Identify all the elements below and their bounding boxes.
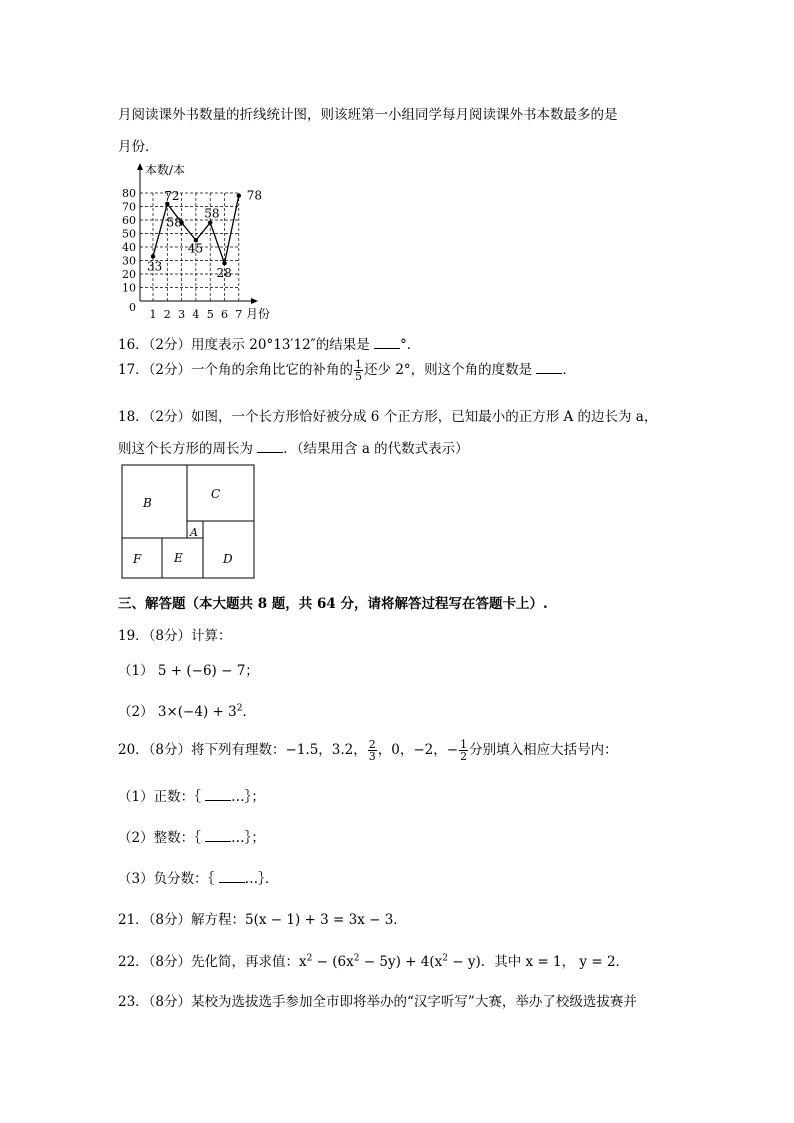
question-19-part-2 bbox=[118, 700, 256, 720]
answer-blank[interactable] bbox=[219, 870, 245, 883]
q20-p1-text: （1）正数：｛ bbox=[118, 789, 206, 805]
x-axis-arrow bbox=[251, 298, 258, 304]
fraction-numerator: 1 bbox=[355, 358, 363, 371]
q17-text: 17．（2分）一个角的余角比它的补角的 bbox=[118, 362, 354, 378]
fraction-denominator: 3 bbox=[368, 750, 376, 763]
data-label: 28 bbox=[216, 266, 232, 281]
fraction-denominator: 2 bbox=[460, 750, 468, 763]
fraction-one-fifth bbox=[354, 359, 363, 382]
answer-blank[interactable] bbox=[257, 440, 283, 453]
question-23: 23．（8分）某校为选拔选手参加全市即将举办的“汉字听写”大赛，举办了校级选拔赛并 bbox=[118, 994, 637, 1010]
question-20 bbox=[118, 738, 618, 762]
data-label: 58 bbox=[166, 215, 182, 230]
q20-suffix: 分别填入相应大括号内： bbox=[469, 742, 618, 758]
y-tick-label: 30 bbox=[122, 254, 136, 268]
y-tick-label: 50 bbox=[122, 227, 136, 241]
answer-blank[interactable] bbox=[374, 336, 400, 349]
square-label-f: F bbox=[133, 552, 142, 566]
question-17 bbox=[118, 358, 576, 382]
x-axis-label: 月份 bbox=[246, 307, 271, 321]
q17-suffix: ． bbox=[562, 362, 576, 378]
data-point bbox=[208, 221, 212, 225]
exponent: 2 bbox=[236, 703, 243, 714]
data-label: 58 bbox=[204, 206, 220, 221]
y-tick-label: 20 bbox=[122, 268, 136, 281]
question-18-line-1: 18．（2分）如图，一个长方形恰好被分成 6 个正方形，已知最小的正方形 A 的边长为 a， bbox=[118, 409, 658, 425]
square-label-c: C bbox=[211, 487, 221, 501]
y-axis-arrow bbox=[137, 163, 143, 170]
q16-text: 16．（2分）用度表示 20°13′12″的结果是 bbox=[118, 337, 374, 353]
intro-line-1: 月阅读课外书数量的折线统计图，则该班第一小组同学每月阅读课外书本数最多的是 bbox=[118, 107, 618, 123]
data-label: 45 bbox=[187, 241, 204, 256]
line-chart bbox=[115, 158, 285, 328]
y-tick-label: 10 bbox=[122, 281, 136, 295]
q20-p3-suffix: …｝． bbox=[244, 871, 279, 887]
question-22 bbox=[118, 950, 629, 970]
square-label-a: A bbox=[190, 526, 198, 539]
y-tick-label: 40 bbox=[122, 241, 136, 254]
square-label-d: D bbox=[223, 552, 233, 566]
x-tick-label: 5 bbox=[206, 308, 214, 321]
data-point bbox=[151, 254, 155, 258]
q22-suffix: − y)．其中 x = 1， y = 2． bbox=[447, 954, 630, 970]
y-tick-label: 80 bbox=[122, 187, 136, 200]
q20-mid: ，0，−2，− bbox=[377, 742, 459, 758]
q22-mid2: − 5y) + 4(x bbox=[359, 954, 443, 970]
square-label-b: B bbox=[143, 496, 152, 510]
y-tick-label: 70 bbox=[122, 200, 136, 214]
question-19-title: 19．（8分）计算： bbox=[118, 628, 232, 644]
exponent: 2 bbox=[353, 953, 360, 964]
q16-suffix: °． bbox=[400, 337, 421, 353]
exponent: 2 bbox=[306, 953, 313, 964]
rectangle-figure bbox=[119, 462, 259, 582]
q18-suffix: ．（结果用含 a 的代数式表示） bbox=[283, 441, 469, 457]
question-16 bbox=[118, 333, 420, 353]
q20-p3-text: （3）负分数：｛ bbox=[118, 871, 219, 887]
fraction-one-half bbox=[459, 739, 468, 762]
q20-p2-suffix: …｝； bbox=[231, 830, 265, 846]
q20-p2-text: （2）整数：｛ bbox=[118, 830, 206, 846]
q20-text: 20．（8分）将下列有理数：−1.5，3.2， bbox=[118, 742, 367, 758]
data-label: 78 bbox=[246, 188, 263, 203]
data-point bbox=[237, 194, 241, 198]
x-tick-label: 2 bbox=[163, 308, 171, 321]
answer-blank[interactable] bbox=[205, 829, 231, 842]
x-tick-label: 4 bbox=[192, 308, 200, 321]
fraction-denominator: 5 bbox=[355, 370, 363, 383]
q20-p1-suffix: …｝； bbox=[231, 789, 265, 805]
fraction-two-thirds bbox=[368, 739, 377, 762]
exponent: 2 bbox=[442, 953, 448, 964]
y-tick-label: 0 bbox=[129, 301, 136, 314]
q19-p2-text: （2） 3×(−4) + 3 bbox=[118, 704, 237, 720]
question-20-part-3 bbox=[118, 867, 278, 887]
x-tick-label: 3 bbox=[178, 308, 186, 321]
question-19-part-1: （1） 5 + (−6) − 7； bbox=[118, 663, 259, 679]
y-tick-label: 60 bbox=[122, 214, 136, 227]
data-label: 33 bbox=[147, 259, 163, 274]
fraction-numerator: 1 bbox=[460, 738, 468, 751]
question-20-part-1 bbox=[118, 785, 265, 805]
section-3-heading: 三、解答题（本大题共 8 题，共 64 分，请将解答过程写在答题卡上）. bbox=[118, 596, 548, 612]
fraction-numerator: 2 bbox=[368, 738, 376, 751]
answer-blank[interactable] bbox=[536, 361, 562, 374]
x-tick-label: 1 bbox=[149, 308, 157, 321]
answer-blank[interactable] bbox=[205, 788, 231, 801]
square-label-e: E bbox=[174, 551, 183, 565]
x-tick-label: 6 bbox=[221, 308, 228, 321]
question-20-part-2 bbox=[118, 826, 265, 846]
question-18-line-2 bbox=[118, 437, 469, 457]
intro-line-2: 月份． bbox=[118, 139, 159, 155]
q22-text: 22．（8分）先化简，再求值：x bbox=[118, 954, 307, 970]
x-tick-label: 7 bbox=[235, 308, 243, 321]
y-axis-label: 本数/本 bbox=[145, 163, 186, 177]
q19-p2-suffix: ． bbox=[242, 704, 256, 720]
q17-mid: 还少 2°，则这个角的度数是 bbox=[364, 362, 537, 378]
data-point bbox=[222, 261, 226, 265]
q18-text: 则这个长方形的周长为 bbox=[118, 441, 258, 457]
data-label: 72 bbox=[164, 188, 180, 203]
question-21: 21．（8分）解方程：5(x − 1) + 3 = 3x − 3． bbox=[118, 912, 407, 928]
q22-mid1: − (6x bbox=[312, 954, 354, 970]
